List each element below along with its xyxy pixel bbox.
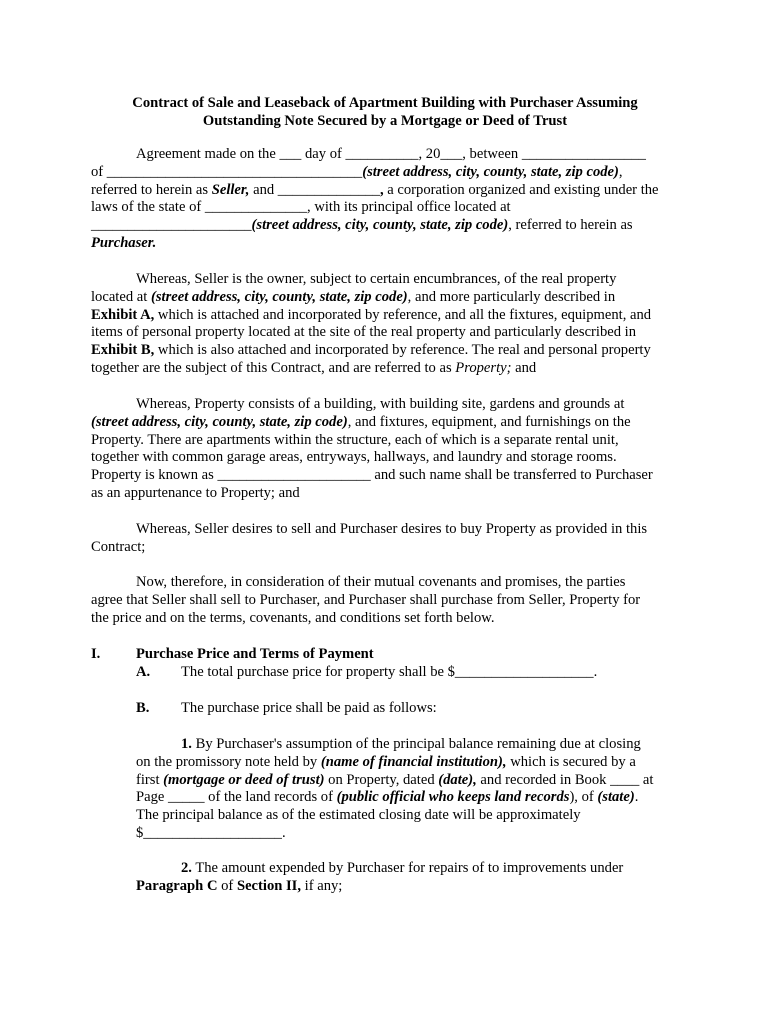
paragraph-line <box>91 307 681 325</box>
text: located at <box>91 288 151 305</box>
paragraph-reference: Paragraph C <box>136 877 218 894</box>
address-placeholder: (street address, city, county, state, zip code) <box>150 288 408 305</box>
payment-item-1 <box>136 736 676 843</box>
paragraph-line <box>136 860 676 878</box>
paragraph-line: agree that Seller shall sell to Purchaser, and Purchaser shall purchase from Seller, Property for <box>91 591 641 608</box>
paragraph-line: Whereas, Seller is the owner, subject to certain encumbrances, of the real property <box>136 271 617 287</box>
text: which is attached and incorporated by reference, and all the fixtures, equipment, and <box>154 306 652 323</box>
subsection-text: The total purchase price for property shall be $___________________. <box>181 664 598 680</box>
paragraph-line <box>136 772 676 790</box>
text: on Property, dated <box>324 771 439 788</box>
address-placeholder: (street address, city, county, state, zip code) <box>91 413 348 430</box>
text: , referred to herein as <box>508 217 633 234</box>
text: a corporation organized and existing under the <box>383 181 659 198</box>
paragraph-line: Contract; <box>91 538 146 555</box>
paragraph-line <box>136 736 676 754</box>
property-term: Property; <box>455 359 512 376</box>
title-line-1: Contract of Sale and Leaseback of Apartment Building with Purchaser Assuming <box>132 95 638 111</box>
paragraph-line: Now, therefore, in consideration of their mutual covenants and promises, the parties <box>136 574 626 590</box>
text: By Purchaser's assumption of the principal balance remaining due at closing <box>191 736 641 752</box>
text: ), of <box>569 789 598 806</box>
paragraph-line: together with common garage areas, entryways, hallways, and laundry and storage rooms. <box>91 449 617 466</box>
paragraph-line <box>91 360 681 378</box>
intro-paragraph <box>91 146 681 253</box>
section-reference: Section II, <box>236 877 302 894</box>
paragraph-line: Whereas, Seller desires to sell and Purchaser desires to buy Property as provided in this <box>136 521 648 537</box>
title-line-2: Outstanding Note Secured by a Mortgage or Deed of Trust <box>202 113 568 129</box>
placeholder-text: (public official who keeps land records <box>336 789 570 806</box>
document-title <box>91 94 679 130</box>
text: Page _____ of the land records of <box>136 789 337 806</box>
address-placeholder: (street address, city, county, state, zip code) <box>362 163 619 180</box>
text: , <box>379 181 384 198</box>
payment-item-2 <box>136 860 676 896</box>
subsection-text: The purchase price shall be paid as follows: <box>181 700 437 716</box>
exhibit-a-term: Exhibit A, <box>91 306 155 323</box>
now-therefore-paragraph <box>91 574 681 627</box>
paragraph-line <box>91 289 681 307</box>
placeholder-text: (name of financial institution), <box>320 753 507 770</box>
paragraph-line <box>91 414 681 432</box>
paragraph-line: Whereas, Property consists of a building, with building site, gardens and grounds at <box>136 396 625 412</box>
text: The amount expended by Purchaser for repairs of to improvements under <box>191 860 624 876</box>
whereas-paragraph-3 <box>91 521 681 557</box>
intro-line: laws of the state of ______________, with its principal office located at <box>91 199 511 216</box>
address-placeholder: (street address, city, county, state, zip code) <box>251 217 509 234</box>
paragraph-line: Property. There are apartments within the structure, each of which is a separate rental unit, <box>91 431 619 448</box>
section-title: Purchase Price and Terms of Payment <box>136 646 374 662</box>
text: which is also attached and incorporated by reference. The real and personal property <box>154 342 651 359</box>
text: , and fixtures, equipment, and furnishings on the <box>347 413 631 430</box>
intro-line <box>91 164 681 182</box>
text: . <box>634 789 639 806</box>
purchaser-term: Purchaser. <box>91 234 157 251</box>
seller-term: Seller, <box>211 181 250 198</box>
item-number: 1. <box>181 736 192 752</box>
intro-line: Agreement made on the ___ day of __________, 20___, between _________________ <box>136 146 646 162</box>
intro-line <box>91 182 681 200</box>
text: of <box>217 877 237 894</box>
text: , and more particularly described in <box>407 288 616 305</box>
text: together are the subject of this Contract, and are referred to as <box>91 359 456 376</box>
text: first <box>136 771 164 788</box>
paragraph-line: Property is known as _____________________ and such name shall be transferred to Purchaser <box>91 467 653 484</box>
placeholder-text: (date), <box>438 771 477 788</box>
placeholder-text: (state) <box>597 789 635 806</box>
text: on the promissory note held by <box>136 753 321 770</box>
subsection-letter: A. <box>136 664 151 680</box>
paragraph-line: as an appurtenance to Property; and <box>91 484 300 501</box>
paragraph-line <box>91 342 681 360</box>
paragraph-line: The principal balance as of the estimated closing date will be approximately <box>136 807 581 824</box>
paragraph-line <box>136 878 676 896</box>
section-number: I. <box>91 646 101 662</box>
paragraph-line: items of personal property located at the site of the real property and particularly described in <box>91 324 637 341</box>
text: which is secured by a <box>506 753 636 770</box>
placeholder-text: (mortgage or deed of trust) <box>163 771 325 788</box>
text: ______________________ <box>91 217 252 234</box>
intro-line <box>91 217 681 235</box>
text: if any; <box>301 877 343 894</box>
paragraph-line: $___________________. <box>136 824 286 841</box>
subsection-letter: B. <box>136 700 150 716</box>
paragraph-line <box>136 754 676 772</box>
text: and recorded in Book ____ at <box>476 771 654 788</box>
paragraph-line: the price and on the terms, covenants, and conditions set forth below. <box>91 609 495 626</box>
paragraph-line <box>136 789 676 807</box>
text: referred to herein as <box>91 181 212 198</box>
text: , <box>618 163 623 180</box>
item-number: 2. <box>181 860 192 876</box>
text: of ___________________________________ <box>91 163 363 180</box>
whereas-paragraph-1 <box>91 271 681 378</box>
exhibit-b-term: Exhibit B, <box>91 342 155 359</box>
text: and ______________ <box>249 181 380 198</box>
whereas-paragraph-2 <box>91 396 681 503</box>
text: and <box>511 359 537 376</box>
